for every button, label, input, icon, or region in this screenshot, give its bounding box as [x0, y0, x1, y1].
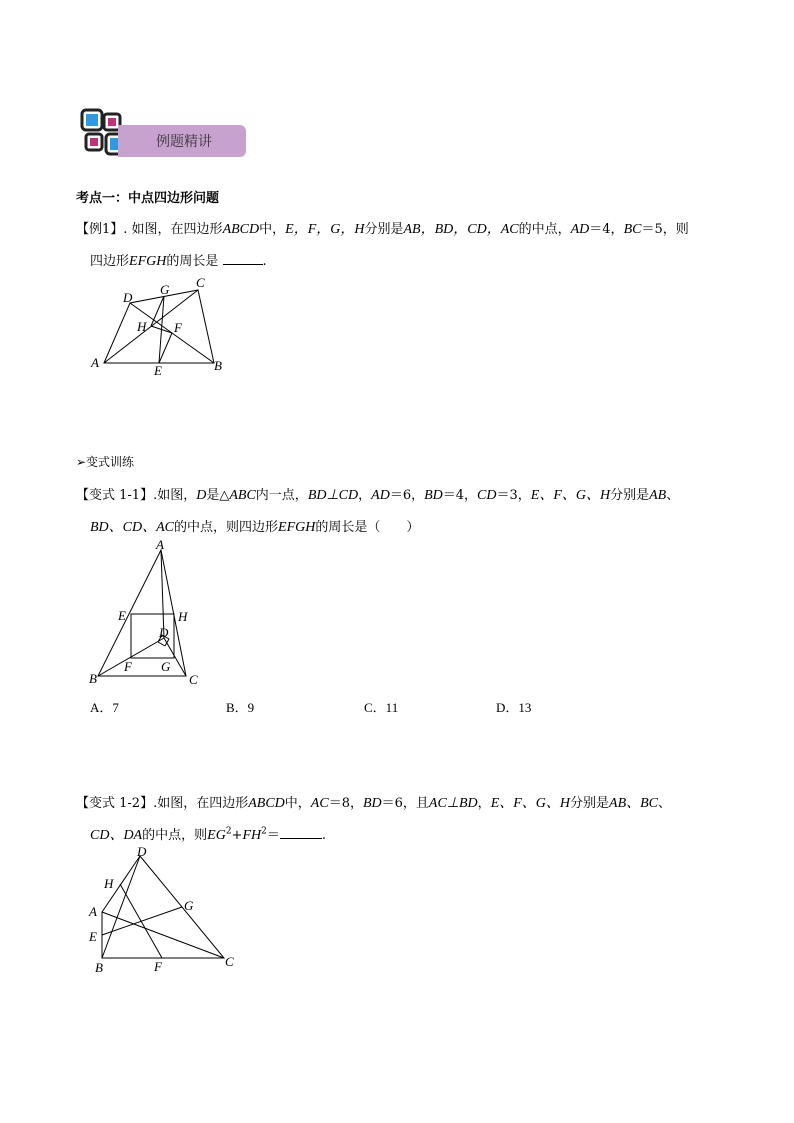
q12-tag: 【变式 1-2】.: [76, 796, 158, 811]
example1-tag: 【例1】.: [76, 222, 128, 237]
figure-quadrilateral-1: [86, 276, 236, 380]
label-H: H: [137, 319, 147, 334]
figure-triangle-2: [86, 536, 216, 692]
practice-title: ➢变式训练: [76, 455, 135, 469]
label-F: F: [174, 320, 182, 335]
label-F2: F: [124, 659, 132, 674]
example1-line1: 【例1】. 如图，在四边形ABCD中，E，F，G，H分别是AB，BD，CD，AC的中点，AD＝4，BC＝5，则: [76, 222, 689, 237]
q11-tag: 【变式 1-1】.: [76, 488, 158, 503]
answer-blank-2[interactable]: [280, 837, 322, 839]
label-A2: A: [156, 537, 164, 552]
label-A3: A: [89, 904, 97, 919]
label-G2: G: [161, 659, 171, 674]
label-H2: H: [178, 609, 188, 624]
q11-line2: BD、CD、AC的中点，则四边形EFGH的周长是（ ）: [90, 520, 420, 535]
label-G3: G: [184, 898, 194, 913]
figure-quadrilateral-3: [86, 842, 242, 978]
label-C3: C: [225, 954, 234, 969]
label-G: G: [160, 282, 170, 297]
q12-line2: CD、DA的中点，则$EG^2+FH^2=$ .: [90, 826, 327, 843]
answer-blank[interactable]: [223, 263, 263, 265]
label-B2: B: [89, 671, 97, 686]
option-b[interactable]: B．9: [226, 700, 255, 715]
label-C2: C: [189, 672, 198, 687]
label-D3: D: [137, 844, 147, 859]
option-d[interactable]: D．13: [496, 700, 532, 715]
q12-line1: 【变式 1-2】.如图，在四边形ABCD中，AC＝8，BD＝6，且AC⊥BD，E、F、G、H分别是AB、BC、: [76, 796, 672, 811]
label-B3: B: [95, 960, 103, 975]
option-a[interactable]: A．7: [90, 700, 119, 715]
label-E2: E: [118, 608, 126, 623]
label-D2: D: [159, 625, 169, 640]
label-A: A: [91, 355, 99, 370]
banner-label: 例题精讲: [156, 134, 212, 150]
label-D: D: [123, 290, 133, 305]
q11-line1: 【变式 1-1】.如图，D是△ABC内一点，BD⊥CD，AD＝6，BD＝4，CD＝3，E、F、G、H分别是AB、: [76, 488, 680, 503]
label-B: B: [214, 358, 222, 373]
label-F3: F: [154, 959, 162, 974]
label-E3: E: [89, 929, 97, 944]
section-title: 考点一：中点四边形问题: [76, 191, 220, 206]
option-c[interactable]: C．11: [364, 700, 399, 715]
label-E: E: [154, 363, 162, 378]
label-H3: H: [104, 876, 114, 891]
label-C: C: [196, 276, 205, 290]
example1-line2: 四边形EFGH的周长是 .: [90, 254, 267, 269]
